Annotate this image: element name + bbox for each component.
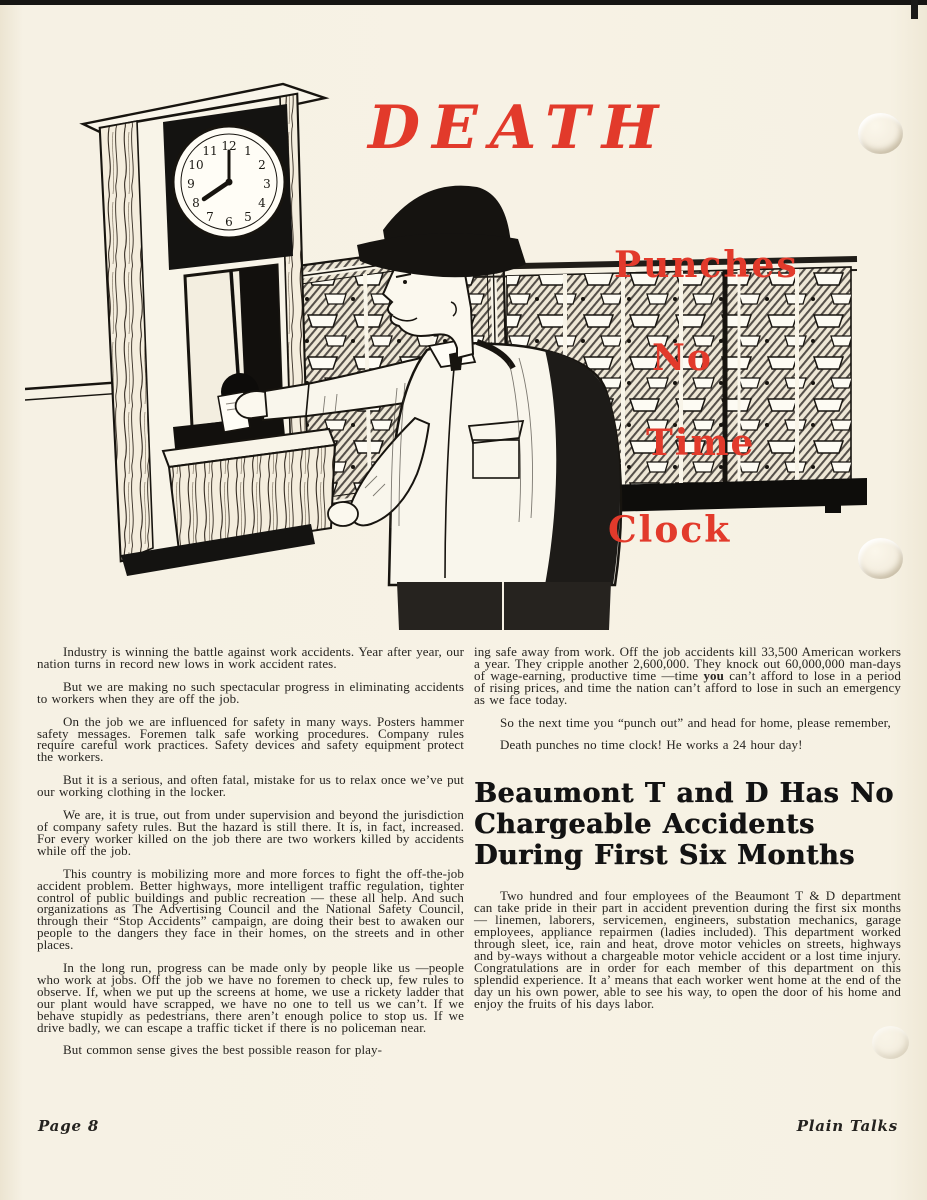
svg-text:11: 11 — [202, 144, 218, 158]
overlay-word-punches: Punches — [614, 244, 799, 286]
paragraph: Industry is winning the battle against work accidents. Year after year, our nation turns in record new lows in work accident rates. — [37, 644, 464, 671]
paragraph: This country is mobilizing more and more forces to fight the off-the-job accident problem. Better highways, more intelligent traffic regulation, tighter control of public buildings and public recreation — these all help. And such organizations as The Advertising Council and the National Safety Council, through their “Stop Accidents” campaign, are doing their best to awaken our people to the dangers they face in their homes, on the streets and in other places. — [37, 865, 464, 953]
headline-line-3: During First Six Months — [474, 840, 855, 872]
page-number: Page 8 — [38, 1117, 100, 1135]
svg-text:6: 6 — [225, 215, 233, 229]
overlay-word-time: Time — [646, 422, 756, 464]
scan-corner-mark — [911, 0, 918, 19]
overlay-word-clock: Clock — [608, 509, 732, 551]
publication-name: Plain Talks — [796, 1117, 898, 1135]
paragraph: Death punches no time clock! He works a 24 hour day! — [500, 737, 803, 753]
right-column — [474, 646, 901, 1067]
right-column-continuation — [474, 646, 901, 751]
paragraph: So the next time you “punch out” and head for home, please remember, — [500, 714, 891, 730]
article2-body — [474, 890, 901, 1009]
svg-text:2: 2 — [258, 158, 266, 172]
paragraph: We are, it is true, out from under supervision and beyond the jurisdiction of company safety rules. But the hazard is still there. It is, in fact, increased. For every worker killed on the job there are two workers killed by accidents while off the job. — [37, 807, 464, 858]
svg-text:10: 10 — [188, 158, 204, 172]
paragraph: In the long run, progress can be made only by people like us —people who work at jobs. Off the job we have no foremen to check up, few rules to observe. If, when we put up the screens at home, we use a rickety ladder that our plant would have scrapped, we have no one to tell us we can’t. If we behave stupidly as pedestrians, there aren’t enough police to stop us. If we drive badly, we can escape a traffic ticket if there is no policeman near. — [37, 960, 464, 1035]
paragraph: But common sense gives the best possible reason for play- — [63, 1042, 383, 1058]
paragraph: On the job we are influenced for safety in many ways. Posters hammer safety messages. Foremen talk safe working procedures. Company rules require careful work practices. Safety devices and safety equipment protect the workers. — [37, 713, 464, 765]
scan-top-edge — [0, 0, 927, 5]
svg-text:4: 4 — [258, 196, 266, 210]
paragraph: But we are making no such spectacular progress in eliminating accidents to workers when they are off the job. — [37, 678, 464, 706]
left-column — [37, 646, 464, 1067]
overlay-word-no: No — [652, 337, 713, 379]
article-columns — [37, 646, 901, 1067]
left-hand — [328, 502, 358, 526]
paragraph: Two hundred and four employees of the Beaumont T & D department can take pride in their part in accident prevention during the first six months — linemen, laborers, servicemen, engineers, substation mechanics, garage employees, appliance repairmen (ladies included). This department worked through sleet, ice, rain and heat, drove motor vehicles on streets, highways and by-ways without a chargeable motor vehicle accident or a lost time injury. Congratulations are in order for each member of this department on this splendid experience. It a’ means that each worker went home at the end of the day un his own power, able to see his way, to open the door of his home and enjoy the fruits of his days labor. — [474, 888, 902, 1011]
svg-text:7: 7 — [206, 210, 214, 224]
paragraph: ing safe away from work. Off the job accidents kill 33,500 American workers a year. They cripple another 2,600,000. They knock out 60,000,000 man-days of wage-earning, productive time —time you can’t afford to lose in a period of rising prices, and time the nation can’t afford to lose in such an emergency as we face today. — [474, 644, 901, 707]
svg-text:1: 1 — [244, 144, 252, 158]
article2-headline — [474, 778, 901, 871]
headline-line-1: Beaumont T and D Has No — [474, 778, 894, 810]
death-title: DEATH — [368, 93, 671, 163]
svg-text:8: 8 — [192, 196, 200, 210]
svg-text:3: 3 — [263, 177, 271, 191]
page-footer — [38, 1119, 898, 1134]
time-clock-cabinet — [83, 84, 335, 576]
svg-text:5: 5 — [244, 210, 252, 224]
headline-line-2: Chargeable Accidents — [474, 809, 815, 841]
svg-text:12: 12 — [221, 139, 237, 153]
svg-text:9: 9 — [187, 177, 195, 191]
paragraph: But it is a serious, and often fatal, mistake for us to relax once we’ve put our working clothing in the locker. — [37, 772, 464, 800]
